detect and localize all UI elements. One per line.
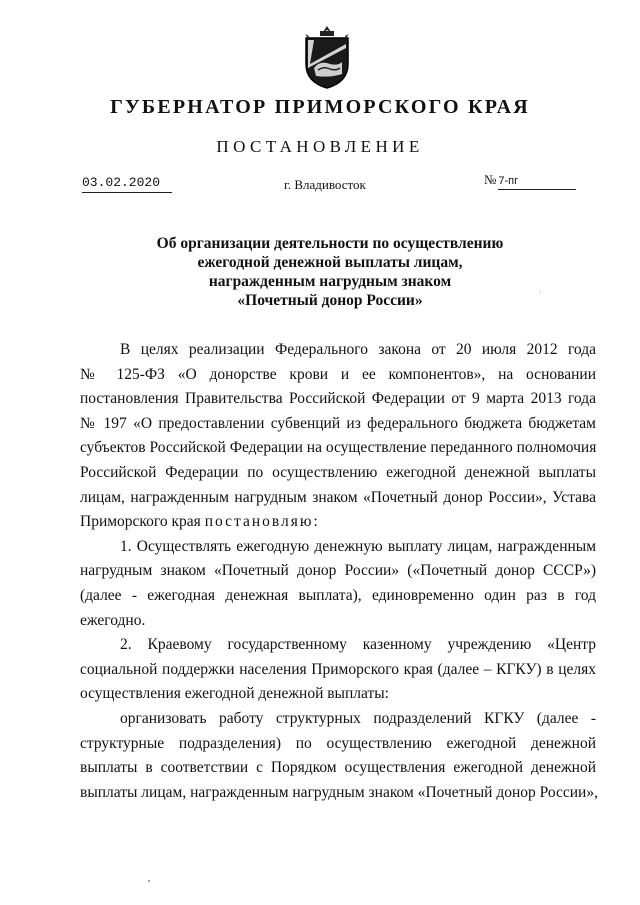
body-line: выплаты лицам, награжденным нагрудным знаком «Почетный донор России», bbox=[80, 783, 598, 801]
body-line: (далее - ежегодная денежная выплата), единовременно один раз в год bbox=[80, 586, 596, 604]
document-type: ПОСТАНОВЛЕНИЕ bbox=[216, 137, 424, 156]
body-line: 2. Краевому государственному казенному учреждению «Центр bbox=[120, 636, 596, 654]
body-line: нагрудным знаком «Почетный донор России» («Почетный донор СССР») bbox=[80, 562, 596, 580]
body-line: лицам, награжденным нагрудным знаком «Почетный донор России», Устава bbox=[80, 488, 596, 506]
document-number bbox=[484, 172, 576, 190]
title-line: «Почетный донор России» bbox=[237, 292, 423, 309]
body-line: осуществления ежегодной денежной выплаты: bbox=[80, 685, 389, 703]
body-line: выплаты в соответствии с Порядком осуществления ежегодной денежной bbox=[80, 759, 596, 777]
body-line: структурные подразделения) по осуществлению ежегодной денежной bbox=[80, 734, 596, 752]
scan-speck bbox=[540, 292, 541, 293]
body-line: 1. Осуществлять ежегодную денежную выплату лицам, награжденным bbox=[120, 537, 596, 555]
body-line: субъектов Российской Федерации на осуществление переданного полномочия bbox=[80, 439, 597, 457]
body-line: № 197 «О предоставлении субвенций из федерального бюджета бюджетам bbox=[80, 414, 596, 432]
number-label: № bbox=[484, 172, 497, 187]
document-date: 03.02.2020 bbox=[82, 175, 172, 193]
document-city: г. Владивосток bbox=[284, 177, 366, 192]
document-body bbox=[80, 338, 596, 805]
body-line: социальной поддержки населения Приморского края (далее – КГКУ) в целях bbox=[80, 660, 596, 678]
title-line: награжденным нагрудным знаком bbox=[208, 273, 452, 290]
body-line: организовать работу структурных подразделений КГКУ (далее - bbox=[120, 709, 596, 727]
body-line: ежегодно. bbox=[80, 611, 146, 629]
body-line: В целях реализации Федерального закона от 20 июля 2012 года bbox=[120, 341, 596, 358]
issuing-authority: ГУБЕРНАТОР ПРИМОРСКОГО КРАЯ bbox=[110, 96, 530, 118]
resolution-keyword: постановляю: bbox=[204, 513, 320, 531]
title-line: Об организации деятельности по осуществлению bbox=[156, 235, 504, 252]
coat-of-arms-icon bbox=[300, 24, 354, 90]
document-title bbox=[140, 234, 520, 310]
scan-speck bbox=[148, 880, 150, 882]
number-value: 7-пг bbox=[498, 175, 576, 190]
resolution-prefix: Приморского края bbox=[80, 513, 201, 531]
body-line bbox=[80, 510, 596, 535]
body-line: № 125-ФЗ «О донорстве крови и ее компонентов», на основании bbox=[80, 365, 596, 383]
body-line: Российской Федерации по осуществлению ежегодной денежной выплаты bbox=[80, 463, 596, 481]
title-line: ежегодной денежной выплаты лицам, bbox=[197, 254, 463, 271]
body-line: постановления Правительства Российской Федерации от 9 марта 2013 года bbox=[80, 390, 596, 408]
